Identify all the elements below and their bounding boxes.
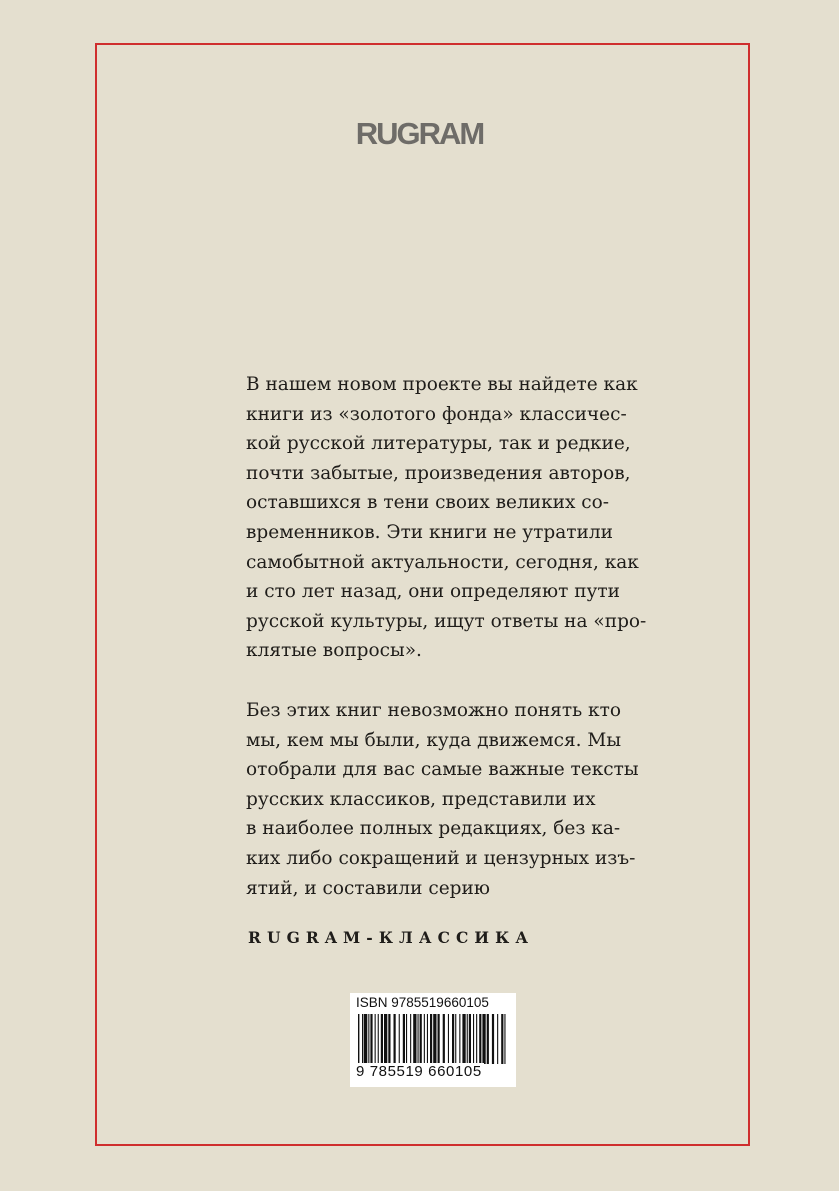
barcode-bar (413, 1014, 416, 1064)
barcode-bar (410, 1014, 411, 1064)
text-line: в наиболее полных редакциях, без ка- (246, 818, 621, 840)
barcode-bar (482, 1014, 485, 1064)
barcode-bar (492, 1014, 494, 1064)
barcode-bar (443, 1014, 445, 1064)
barcode-bar (501, 1014, 503, 1064)
text-line: мы, кем мы были, куда движемся. Мы (246, 729, 622, 751)
isbn-label: ISBN 9785519660105 (356, 995, 489, 1010)
text-line: В нашем новом проекте вы найдете как (246, 374, 638, 395)
barcode-bar (424, 1014, 425, 1064)
barcode-bar (364, 1014, 367, 1064)
barcode-bar (388, 1014, 390, 1064)
barcode-bar (479, 1014, 481, 1064)
barcode-bar (378, 1014, 379, 1064)
barcode-bar (368, 1014, 369, 1064)
isbn-digits: 9 785519 660105 (356, 1063, 482, 1080)
barcode-bar (433, 1014, 436, 1064)
barcode-bars (358, 1014, 512, 1070)
barcode-bar (467, 1014, 468, 1064)
barcode-bar (418, 1014, 419, 1064)
barcode-bar (384, 1014, 387, 1064)
barcode-bar (473, 1014, 474, 1064)
barcode-bar (448, 1014, 449, 1064)
barcode-bar (462, 1014, 465, 1064)
barcode-bar (430, 1014, 432, 1064)
text-line: самобытной актуальности, сегодня, как (246, 551, 639, 573)
barcode-bar (438, 1014, 440, 1064)
barcode-bar (476, 1014, 477, 1064)
barcode-bar (381, 1014, 383, 1064)
text-line: Без этих книг невозможно понять кто (246, 700, 621, 721)
isbn-barcode (350, 993, 516, 1087)
text-line: отобрали для вас самые важные тексты (246, 759, 639, 781)
text-line: книги из «золотого фонда» классичес- (246, 403, 627, 425)
text-line: ятий, и составили серию (246, 877, 490, 899)
text-line: оставшихся в тени своих великих со- (246, 492, 610, 514)
barcode-bar (504, 1014, 505, 1064)
barcode-guard-bar (358, 1014, 359, 1070)
barcode-guard-bar (362, 1014, 363, 1070)
publisher-logo: RUGRAM (355, 116, 484, 151)
barcode-bar (459, 1014, 460, 1064)
text-line: ких либо сокращений и цензурных изъ- (246, 847, 636, 869)
barcode-bar (420, 1014, 422, 1064)
text-line: почти забытые, произведения авторов, (246, 462, 631, 484)
description-paragraph-2 (246, 696, 639, 903)
text-line: русских классиков, представили их (246, 788, 596, 810)
barcode-bar (469, 1014, 471, 1064)
barcode-bar (370, 1014, 372, 1064)
barcode-bar (497, 1014, 498, 1064)
text-line: русской культуры, ищут ответы на «про- (246, 610, 647, 632)
text-line: кой русской литературы, так и редкие, (246, 433, 631, 455)
text-line: клятые вопросы». (246, 640, 422, 662)
series-name: RUGRAM-КЛАССИКА (248, 928, 535, 947)
text-line: временников. Эти книги не утратили (246, 521, 613, 543)
barcode-bar (452, 1014, 454, 1064)
barcode-bar (403, 1014, 405, 1064)
description-paragraph-1 (246, 370, 647, 666)
barcode-bar (455, 1014, 456, 1064)
barcode-bar (427, 1014, 428, 1064)
barcode-bar (394, 1014, 396, 1064)
barcode-bar (375, 1014, 376, 1064)
barcode-bar (399, 1014, 400, 1064)
barcode-bar (406, 1014, 407, 1064)
barcode-bar (487, 1014, 489, 1064)
text-line: и сто лет назад, они определяют пути (246, 581, 620, 603)
